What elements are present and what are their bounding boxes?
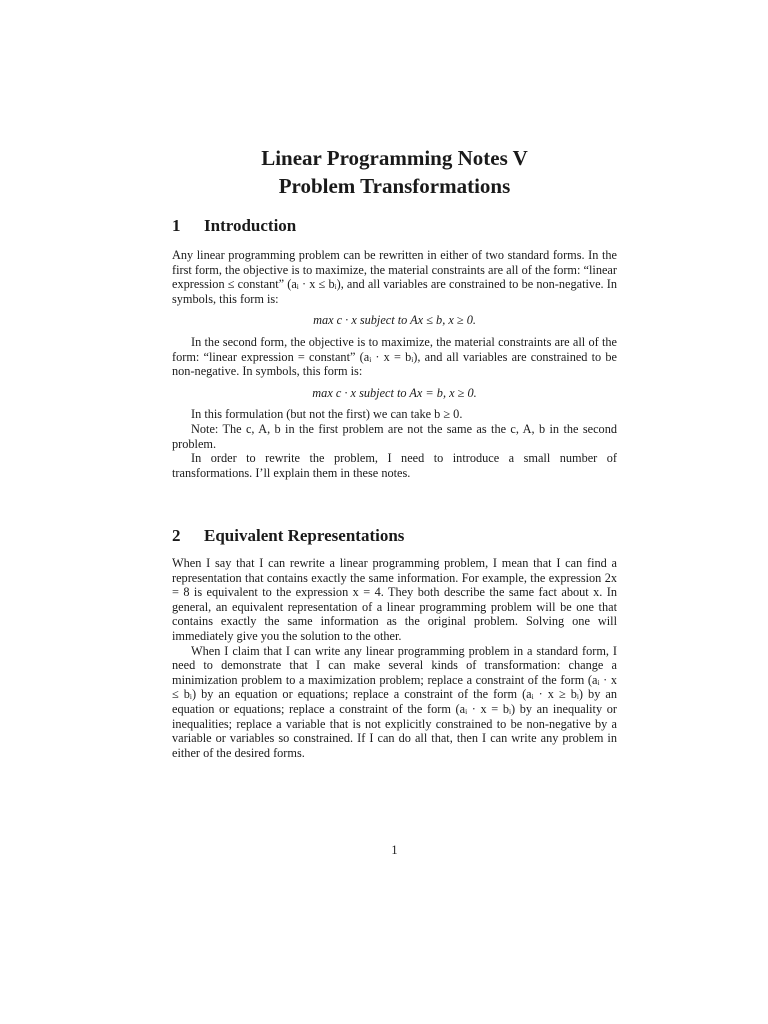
section-2-title: Equivalent Representations [204,526,405,545]
section-2-body [172,556,617,760]
section-1-note: Note: The c, A, b in the first problem are not the same as the c, A, b in the second problem. [172,421,617,451]
section-2-number: 2 [172,526,181,545]
section-1-number: 1 [172,216,181,235]
section-1-paragraph-1: Any linear programming problem can be rewritten in either of two standard forms. In the first form, the objective is to maximize, the material constraints are all of the form: “linear expression ≤ constant” (aᵢ · x ≤ bᵢ), and all variables are constrained to be non-negative. In symbols, this form is: [172,248,617,306]
section-1-paragraph-3: In this formulation (but not the first) we can take b ≥ 0. [191,407,463,422]
section-1-paragraph-5: In order to rewrite the problem, I need to introduce a small number of transformations. I’ll explain them in these notes. [172,451,617,480]
title-line-2: Problem Transformations [278,174,511,198]
equation-standard-form-1: max c · x subject to Ax ≤ b, x ≥ 0. [313,313,476,328]
section-1-paragraph-2: In the second form, the objective is to maximize, the material constraints are all of the form: “linear expression = constant” (aᵢ · x = bᵢ), and all variables are constrained to be non-negative. In symbols, this form is: [172,334,617,379]
document-title [172,144,617,200]
section-1-heading [172,215,617,237]
section-1-body [172,248,617,480]
title-line-1: Linear Programming Notes V [261,146,528,170]
section-2-paragraph-1: When I say that I can rewrite a linear programming problem, I mean that I can find a representation that contains exactly the same information. For example, the expression 2x = 8 is equivalent to the expression x = 4. They both describe the same fact about x. In general, an equivalent representation of a linear programming problem will be one that contains exactly the same information as the original problem. Solving one will immediately give you the solution to the other. [172,556,617,643]
equation-standard-form-2: max c · x subject to Ax = b, x ≥ 0. [312,385,477,400]
section-1-title: Introduction [204,216,297,235]
page-number: 1 [391,843,398,857]
section-2-paragraph-2: When I claim that I can write any linear programming problem in a standard form, I need to demonstrate that I can make several kinds of transformation: change a minimization problem to a maximization problem; replace a constraint of the form (aᵢ · x ≤ bᵢ) by an equation or equations; replace a constraint of the form (aᵢ · x ≥ bᵢ) by an equation or equations; replace a constraint of the form (aᵢ · x = bᵢ) by an inequality or inequalities; replace a variable that is not explicitly constrained to be non-negative by a variable or variables so constrained. If I can do all that, then I can write any problem in either of the desired forms. [172,643,617,760]
paper-page [172,0,617,1024]
section-2-heading [172,525,617,547]
